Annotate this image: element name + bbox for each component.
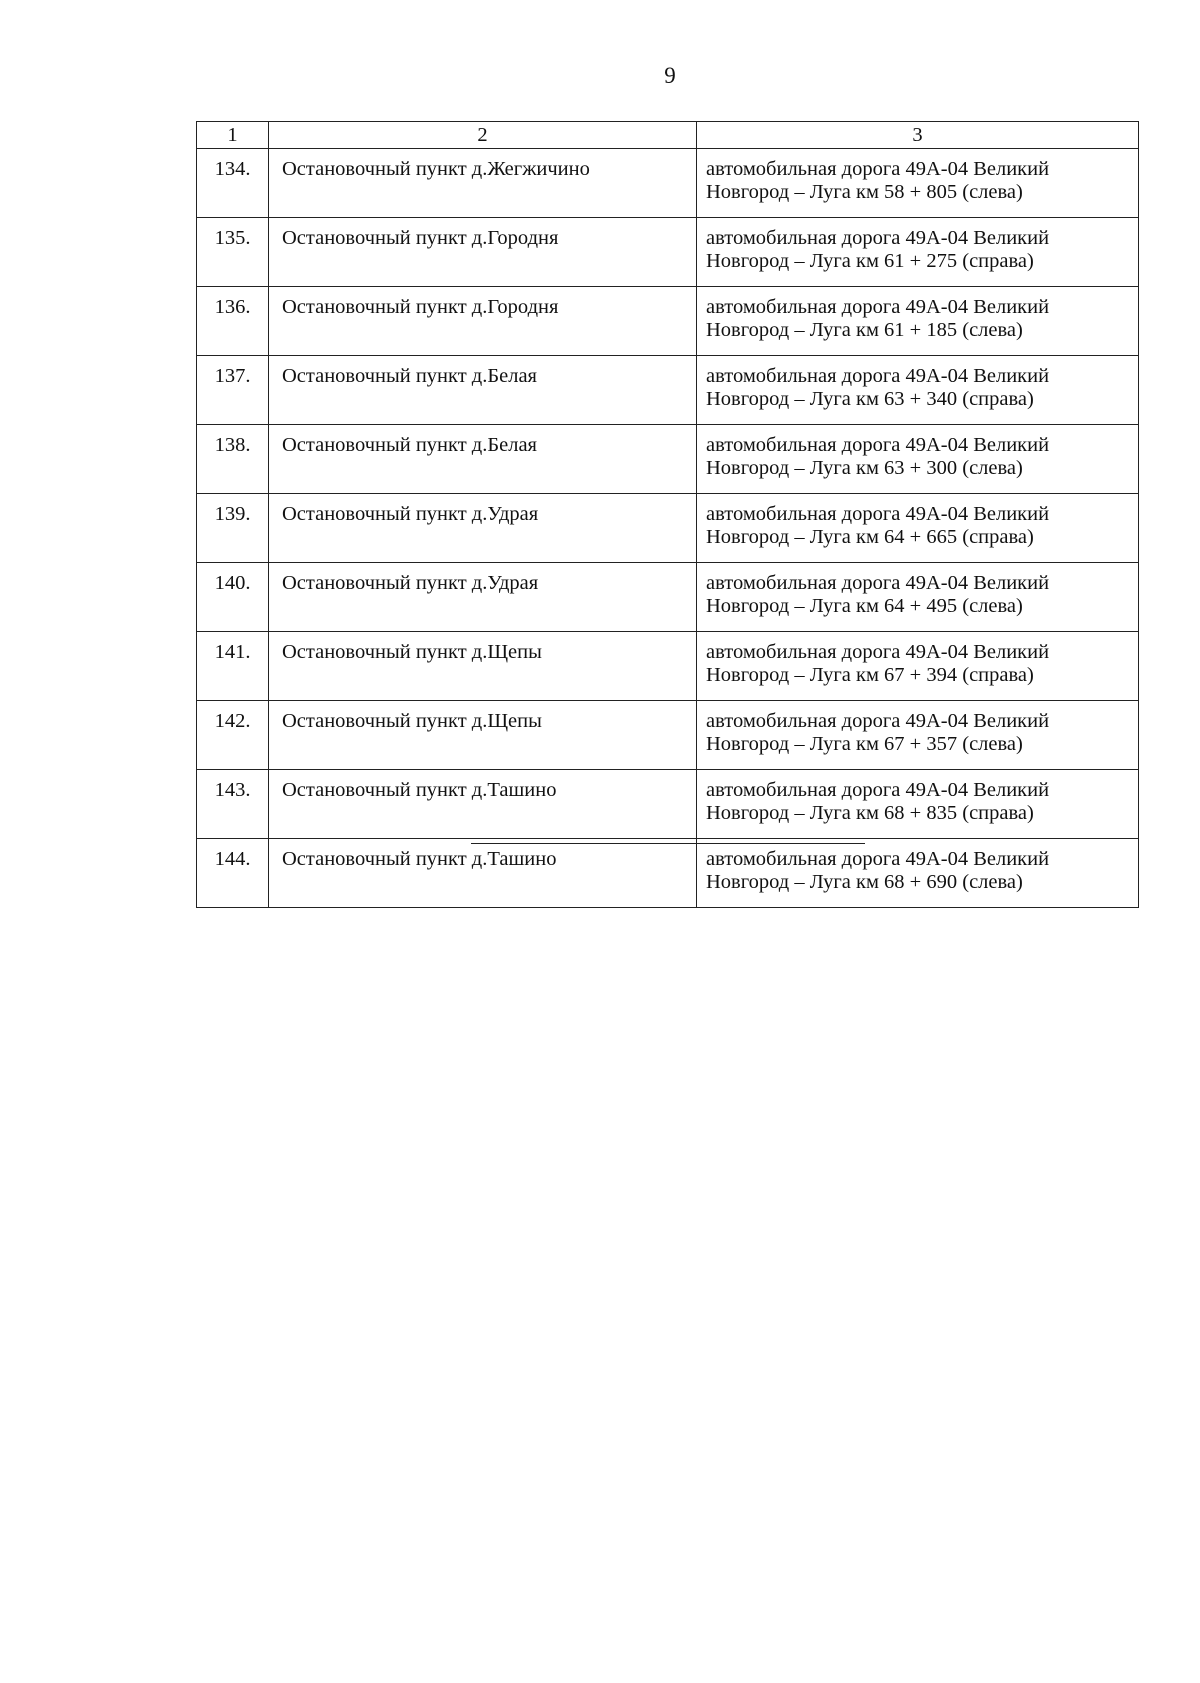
location-road: автомобильная дорога 49А-04 Великий: [706, 434, 1050, 456]
location-road: автомобильная дорога 49А-04 Великий: [706, 227, 1050, 249]
table-row: [197, 839, 1139, 908]
row-number: 144.: [197, 839, 269, 908]
page-number: 9: [664, 63, 676, 88]
location-km: Новгород – Луга км 58 + 805 (слева): [706, 181, 1023, 203]
location-road: автомобильная дорога 49А-04 Великий: [706, 572, 1050, 594]
row-number: 135.: [197, 218, 269, 287]
table-header-row: [197, 122, 1139, 149]
table-row: [197, 494, 1139, 563]
bus-stops-table: [196, 121, 1139, 908]
stop-location: [697, 563, 1139, 632]
stop-name: Остановочный пункт д.Белая: [269, 356, 697, 425]
stop-location: [697, 701, 1139, 770]
location-road: автомобильная дорога 49А-04 Великий: [706, 503, 1050, 525]
location-road: автомобильная дорога 49А-04 Великий: [706, 779, 1050, 801]
stop-name: Остановочный пункт д.Удрая: [269, 494, 697, 563]
table-row: [197, 218, 1139, 287]
stop-name: Остановочный пункт д.Удрая: [269, 563, 697, 632]
location-road: автомобильная дорога 49А-04 Великий: [706, 296, 1050, 318]
location-road: автомобильная дорога 49А-04 Великий: [706, 848, 1050, 870]
location-km: Новгород – Луга км 63 + 300 (слева): [706, 457, 1023, 479]
location-road: автомобильная дорога 49А-04 Великий: [706, 158, 1050, 180]
location-km: Новгород – Луга км 63 + 340 (справа): [706, 388, 1034, 410]
table-row: [197, 425, 1139, 494]
stop-name: Остановочный пункт д.Ташино: [269, 770, 697, 839]
stop-location: [697, 218, 1139, 287]
location-km: Новгород – Луга км 67 + 394 (справа): [706, 664, 1034, 686]
row-number: 140.: [197, 563, 269, 632]
location-km: Новгород – Луга км 61 + 275 (справа): [706, 250, 1034, 272]
column-header-1: 1: [197, 122, 269, 149]
location-road: автомобильная дорога 49А-04 Великий: [706, 641, 1050, 663]
row-number: 139.: [197, 494, 269, 563]
row-number: 138.: [197, 425, 269, 494]
location-road: автомобильная дорога 49А-04 Великий: [706, 710, 1050, 732]
stop-location: [697, 356, 1139, 425]
row-number: 143.: [197, 770, 269, 839]
stop-name: Остановочный пункт д.Щепы: [269, 701, 697, 770]
table-row: [197, 149, 1139, 218]
location-road: автомобильная дорога 49А-04 Великий: [706, 365, 1050, 387]
end-of-document-rule: [471, 843, 865, 844]
row-number: 136.: [197, 287, 269, 356]
location-km: Новгород – Луга км 64 + 495 (слева): [706, 595, 1023, 617]
location-km: Новгород – Луга км 68 + 690 (слева): [706, 871, 1023, 893]
stop-location: [697, 770, 1139, 839]
location-km: Новгород – Луга км 61 + 185 (слева): [706, 319, 1023, 341]
stop-location: [697, 425, 1139, 494]
stop-location: [697, 149, 1139, 218]
table-row: [197, 770, 1139, 839]
table-row: [197, 563, 1139, 632]
stop-name: Остановочный пункт д.Жегжичино: [269, 149, 697, 218]
stop-name: Остановочный пункт д.Белая: [269, 425, 697, 494]
row-number: 137.: [197, 356, 269, 425]
stop-name: Остановочный пункт д.Ташино: [269, 839, 697, 908]
stop-name: Остановочный пункт д.Щепы: [269, 632, 697, 701]
stop-location: [697, 287, 1139, 356]
location-km: Новгород – Луга км 68 + 835 (справа): [706, 802, 1034, 824]
row-number: 141.: [197, 632, 269, 701]
table-row: [197, 356, 1139, 425]
table-row: [197, 701, 1139, 770]
row-number: 142.: [197, 701, 269, 770]
stop-location: [697, 632, 1139, 701]
table-row: [197, 287, 1139, 356]
column-header-3: 3: [697, 122, 1139, 149]
table-row: [197, 632, 1139, 701]
stop-location: [697, 839, 1139, 908]
row-number: 134.: [197, 149, 269, 218]
stop-name: Остановочный пункт д.Городня: [269, 218, 697, 287]
stop-location: [697, 494, 1139, 563]
stop-name: Остановочный пункт д.Городня: [269, 287, 697, 356]
location-km: Новгород – Луга км 64 + 665 (справа): [706, 526, 1034, 548]
column-header-2: 2: [269, 122, 697, 149]
location-km: Новгород – Луга км 67 + 357 (слева): [706, 733, 1023, 755]
